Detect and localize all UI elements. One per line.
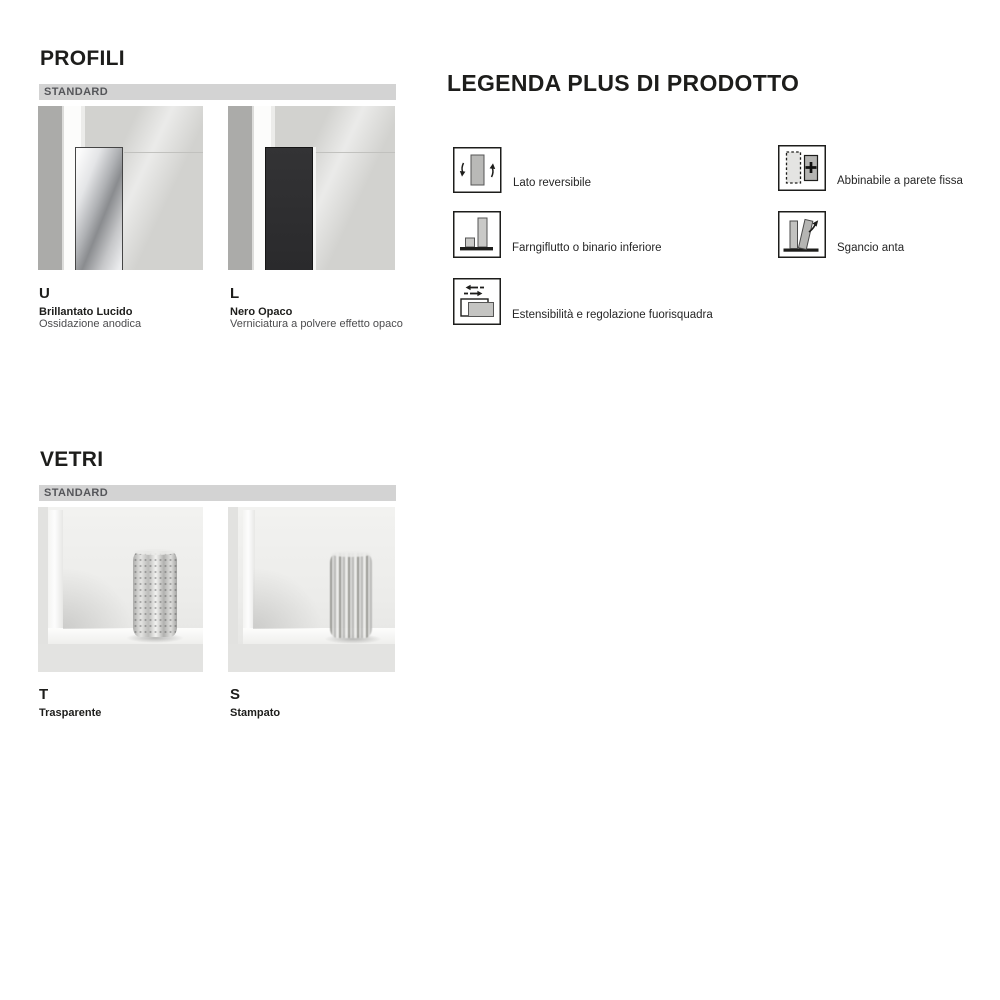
door-release-icon xyxy=(778,211,826,258)
profile-name-l: Nero Opaco xyxy=(230,306,293,318)
glass-photo-s xyxy=(228,507,395,672)
vetri-standard-bar: STANDARD xyxy=(39,485,396,501)
profile-name-u: Brillantato Lucido xyxy=(39,306,133,318)
perforated-cylinder xyxy=(133,551,177,637)
legend-label: Sgancio anta xyxy=(837,242,905,254)
profile-photo-u xyxy=(38,106,203,270)
vetri-section-title: VETRI xyxy=(40,448,104,471)
tile-grout-line xyxy=(124,152,203,153)
bottom-rail-icon xyxy=(453,211,501,258)
niche-corner-shadow xyxy=(63,567,133,629)
niche-lower-wall xyxy=(38,644,203,672)
profile-desc-u: Ossidazione anodica xyxy=(39,318,142,330)
chrome-profile-bar xyxy=(75,147,123,270)
legend-label: Farngiflutto o binario inferiore xyxy=(512,242,662,254)
glass-name-t: Trasparente xyxy=(39,707,102,719)
profile-photo-l xyxy=(228,106,395,270)
extensibility-icon xyxy=(453,278,501,325)
profile-code-u: U xyxy=(39,285,50,302)
niche-lower-wall xyxy=(228,644,395,672)
legend-item-door-release xyxy=(778,211,904,258)
legend-item-reversible-side xyxy=(453,147,591,193)
reversible-side-icon xyxy=(453,147,502,193)
niche-vertical-frame xyxy=(48,510,63,632)
tile-grout-line xyxy=(314,152,395,153)
glass-code-s: S xyxy=(230,686,241,703)
profile-code-l: L xyxy=(230,285,240,302)
legend-label: Lato reversibile xyxy=(513,177,591,189)
glass-code-t: T xyxy=(39,686,49,703)
perforated-cylinder-through-stamped-glass xyxy=(330,553,372,638)
niche-corner-shadow xyxy=(253,567,323,629)
profili-section-title: PROFILI xyxy=(40,47,125,70)
legenda-section-title: LEGENDA PLUS DI PRODOTTO xyxy=(447,70,800,96)
legend-label: Estensibilità e regolazione fuorisquadra xyxy=(512,309,713,321)
black-profile-bar xyxy=(265,147,313,270)
profile-desc-l: Verniciatura a polvere effetto opaco xyxy=(230,318,403,330)
glass-photo-t xyxy=(38,507,203,672)
profili-standard-bar: STANDARD xyxy=(39,84,396,100)
legend-label: Abbinabile a parete fissa xyxy=(837,175,963,187)
legend-item-extensibility xyxy=(453,278,713,325)
fixed-wall-icon xyxy=(778,145,826,191)
legend-item-bottom-rail xyxy=(453,211,662,258)
legend-item-fixed-wall xyxy=(778,145,963,191)
glass-name-s: Stampato xyxy=(230,707,281,719)
